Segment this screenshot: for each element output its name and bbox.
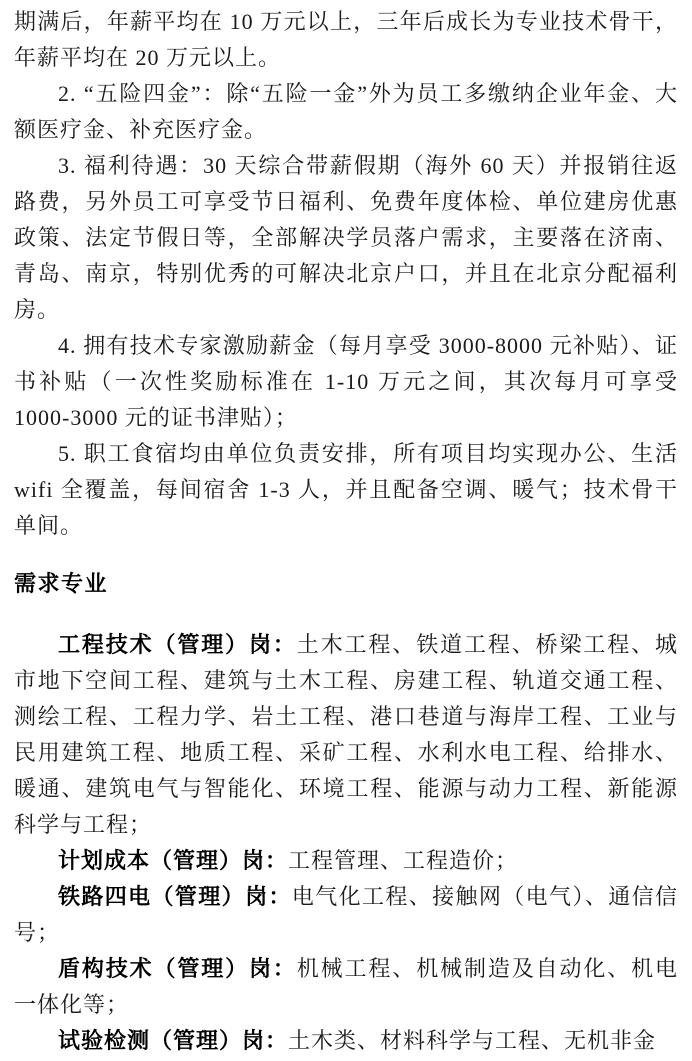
paragraph-staff-accommodation: 5. 职工食宿均由单位负责安排，所有项目均实现办公、生活 wifi 全覆盖，每间宿舍 1-3 人，并且配备空调、暖气；技术骨干单间。 [14, 441, 678, 538]
position-label-planning-cost: 计划成本（管理）岗： [58, 848, 289, 873]
paragraph-expert-incentive-subsidy: 4. 拥有技术专家激励薪金（每月享受 3000-8000 元补贴）、证书补贴（一次性奖励标准在 1-10 万元之间，其次每月可享受 1000-3000 元的证书津贴）； [14, 333, 678, 430]
position-majors-railway-four-electrics: 电气化工程、接触网（电气）、通信信号； [14, 884, 678, 945]
position-label-test-inspection: 试验检测（管理）岗： [58, 1028, 289, 1053]
paragraph-salary-continuation: 期满后，年薪平均在 10 万元以上，三年后成长为专业技术骨干，年薪平均在 20 万元以上。 [14, 9, 678, 70]
paragraph-welfare-benefits: 3. 福利待遇：30 天综合带薪假期（海外 60 天）并报销往返路费，另外员工可享受节日福利、免费年度体检、单位建房优惠政策、法定节假日等，全部解决学员落户需求，主要落在济南、青岛、南京，特别优秀的可解决北京户口，并且在北京分配福利房。 [14, 153, 678, 322]
position-shield-technology [14, 951, 678, 1023]
position-majors-test-inspection: 土木类、材料科学与工程、无机非金 [288, 1028, 657, 1053]
position-railway-four-electrics [14, 879, 678, 951]
position-planning-cost [14, 843, 678, 879]
position-majors-planning-cost: 工程管理、工程造价； [288, 848, 519, 873]
position-majors-shield-technology: 机械工程、机械制造及自动化、机电一体化等； [14, 956, 678, 1017]
paragraph-five-insurances-four-funds: 2. “五险四金”：除“五险一金”外为员工多缴纳企业年金、大额医疗金、补充医疗金。 [14, 81, 678, 142]
position-engineering-technology [14, 627, 678, 843]
position-majors-engineering-technology: 土木工程、铁道工程、桥梁工程、城市地下空间工程、建筑与土木工程、房建工程、轨道交通工程、测绘工程、工程力学、岩土工程、港口巷道与海岸工程、工业与民用建筑工程、地质工程、采矿工程、水利水电工程、给排水、暖通、建筑电气与智能化、环境工程、能源与动力工程、新能源科学与工程； [14, 632, 678, 837]
position-label-railway-four-electrics: 铁路四电（管理）岗： [58, 884, 292, 909]
position-label-shield-technology: 盾构技术（管理）岗： [58, 956, 297, 981]
section-heading-required-majors: 需求专业 [14, 571, 109, 596]
position-label-engineering-technology: 工程技术（管理）岗： [58, 632, 297, 657]
position-test-inspection [14, 1023, 678, 1059]
